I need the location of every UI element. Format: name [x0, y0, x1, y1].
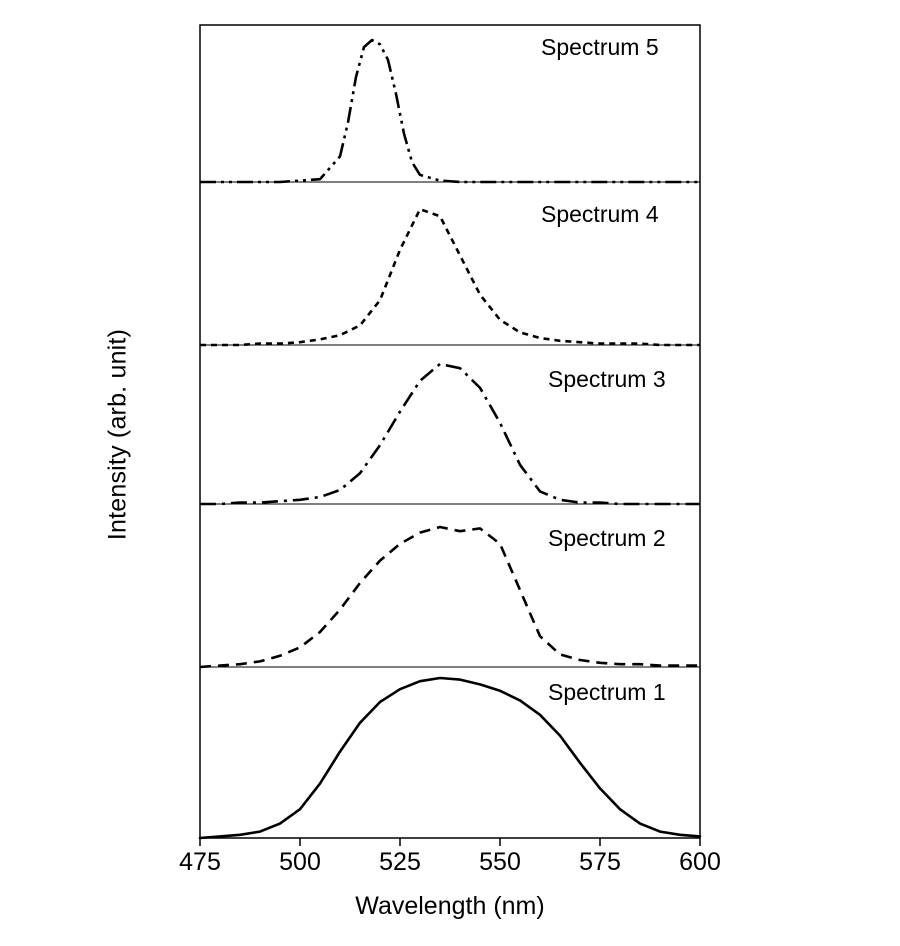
x-tick-label-575: 575: [579, 848, 621, 876]
x-axis-ticks: [200, 838, 700, 846]
panel-label-spectrum-1: Spectrum 1: [548, 679, 666, 705]
plot-frame: [200, 25, 700, 838]
x-tick-label-475: 475: [179, 848, 221, 876]
panel-label-spectrum-5: Spectrum 5: [541, 34, 659, 60]
panel-label-spectrum-3: Spectrum 3: [548, 366, 666, 392]
x-tick-label-600: 600: [679, 848, 721, 876]
x-tick-label-525: 525: [379, 848, 421, 876]
x-axis-label: Wavelength (nm): [355, 892, 545, 920]
panel-label-spectrum-4: Spectrum 4: [541, 201, 659, 227]
y-axis-label: Intensity (arb. unit): [103, 328, 132, 541]
panel-label-spectrum-2: Spectrum 2: [548, 525, 666, 551]
x-tick-label-550: 550: [479, 848, 521, 876]
x-tick-label-500: 500: [279, 848, 321, 876]
